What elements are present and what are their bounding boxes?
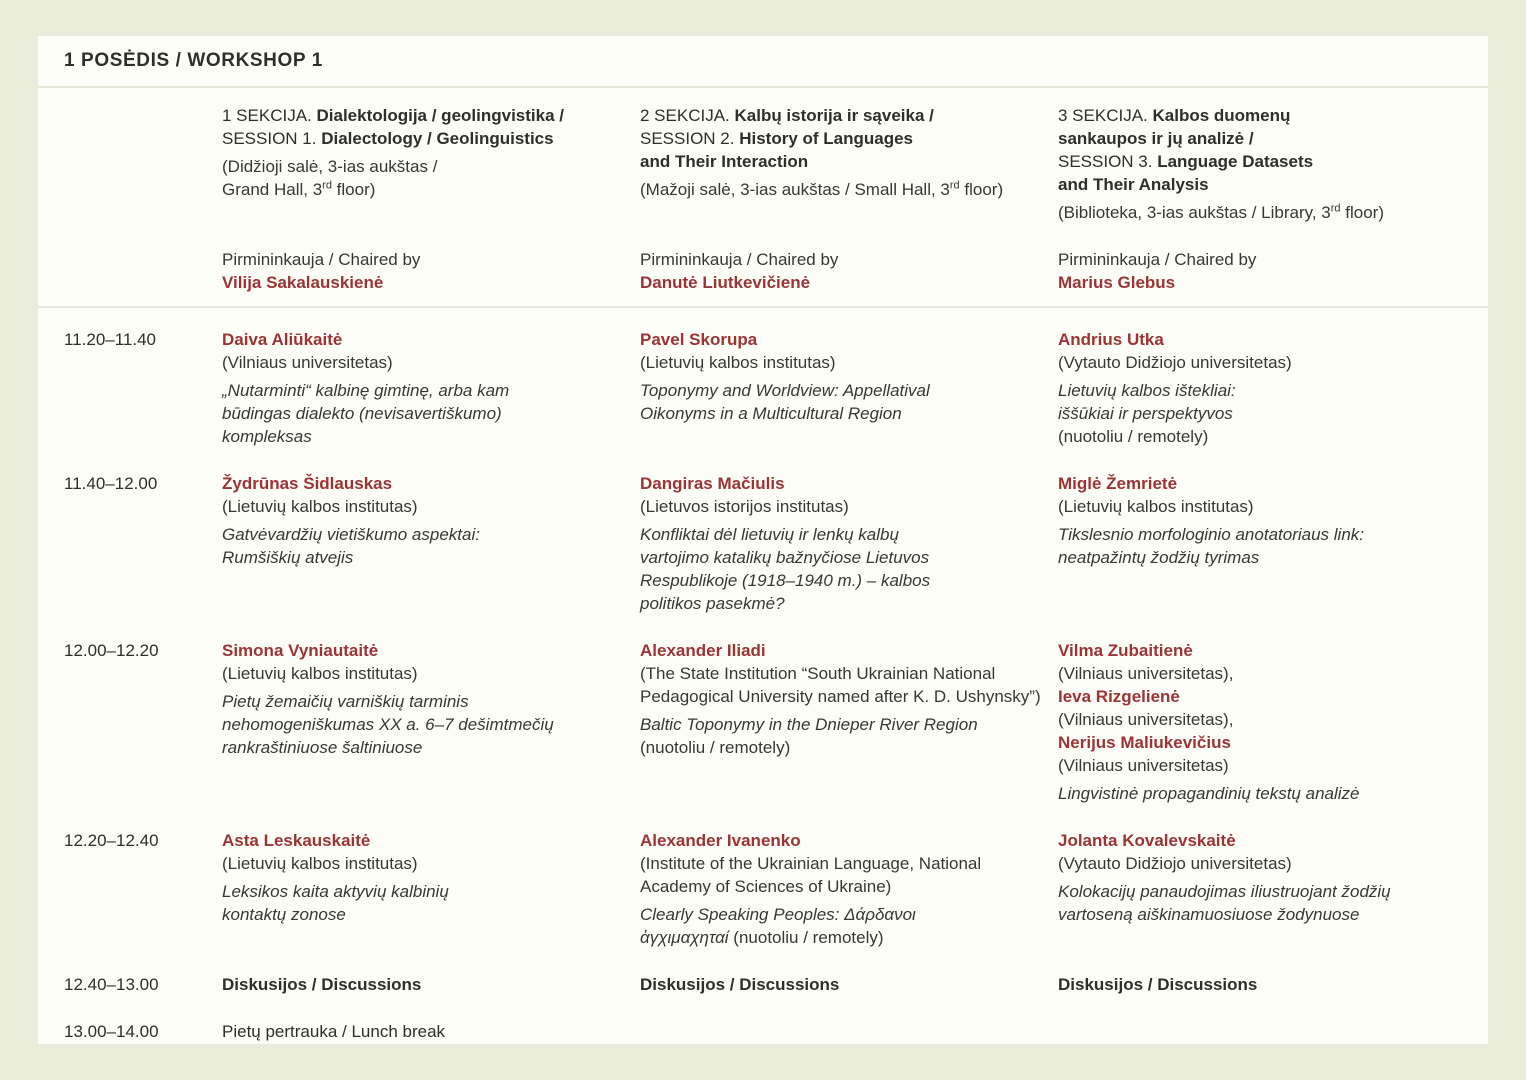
talk-cell (1058, 1020, 1460, 1043)
note: Diskusijos / Discussions (640, 975, 840, 994)
talk-title (222, 523, 624, 569)
text-segment: Toponymy and Worldview: Appellatival (640, 381, 930, 400)
chair-name: Danutė Liutkevičienė (640, 273, 811, 292)
text-segment: Tikslesnio morfologinio anotatoriaus link: (1058, 525, 1364, 544)
speaker-name: Simona Vyniautaitė (222, 641, 379, 660)
talk-title (222, 880, 624, 926)
text-segment: (Didžioji salė, 3-ias aukštas / (222, 157, 438, 176)
session-header-1 (222, 104, 624, 294)
text-segment: Kolokacijų panaudojimas iliustruojant žodžių (1058, 882, 1391, 901)
talk-title (1058, 379, 1460, 448)
talk-cell (1058, 639, 1460, 805)
text-segment: floor) (959, 180, 1004, 199)
speaker-name: Žydrūnas Šidlauskas (222, 474, 393, 493)
session-location (222, 155, 624, 201)
speaker-affiliation: (Lietuvių kalbos institutas) (222, 497, 418, 516)
chair-block (640, 230, 1042, 294)
talk-cell (640, 829, 1042, 949)
schedule-row (64, 472, 1460, 615)
talk-cell (1058, 472, 1460, 615)
speaker-name: Dangiras Mačiulis (640, 474, 785, 493)
text-segment: Lingvistinė propagandinių tekstų analizė (1058, 784, 1360, 803)
time-label: 12.40–13.00 (64, 975, 159, 994)
time-label: 13.00–14.00 (64, 1022, 159, 1041)
talk-cell (222, 829, 624, 949)
speaker-affiliation: (Lietuvos istorijos institutas) (640, 497, 849, 516)
schedule-row (64, 973, 1460, 996)
time-label: 12.20–12.40 (64, 831, 159, 850)
text-segment: kontaktų zonose (222, 905, 346, 924)
speaker-affiliation: (The State Institution “South Ukrainian National Pedagogical University named after K. D. Ushynsky”) (640, 664, 1041, 706)
speaker-affiliation: (Lietuvių kalbos institutas) (222, 664, 418, 683)
text-segment: Grand Hall, 3 (222, 180, 323, 199)
note: Pietų pertrauka / Lunch break (222, 1022, 446, 1041)
text-segment: 2 SEKCIJA. (640, 106, 735, 125)
text-segment: Pietų žemaičių varniškių tarminis (222, 692, 469, 711)
text-segment: rd (949, 179, 960, 192)
time-label: 12.00–12.20 (64, 641, 159, 660)
text-segment: (Mažoji salė, 3-ias aukštas / Small Hall, 3 (640, 180, 950, 199)
talk-title (1058, 523, 1460, 569)
time-label: 11.40–12.00 (64, 474, 158, 493)
talk-title (640, 903, 1042, 949)
text-segment: būdingas dialekto (nevisavertiškumo) (222, 404, 502, 423)
text-segment: ἀγχιμαχηταί (640, 928, 729, 947)
speaker-name: Asta Leskauskaitė (222, 831, 371, 850)
text-segment: and Their Interaction (640, 152, 809, 171)
speaker-name: Alexander Ivanenko (640, 831, 801, 850)
talk-title (1058, 782, 1460, 805)
text-segment: Dialectology / Geolinguistics (321, 129, 554, 148)
text-segment: Konfliktai dėl lietuvių ir lenkų kalbų (640, 525, 899, 544)
text-segment: floor) (1340, 203, 1384, 222)
text-segment: kompleksas (222, 427, 312, 446)
speaker-affiliation: (Vytauto Didžiojo universitetas) (1058, 353, 1292, 372)
text-segment: Oikonyms in a Multicultural Region (640, 404, 902, 423)
talk-cell (222, 973, 624, 996)
talk-title (640, 523, 1042, 615)
talk-cell (640, 328, 1042, 448)
workshop-header-band (38, 36, 1488, 88)
note: Diskusijos / Discussions (222, 975, 422, 994)
session-header-3 (1058, 104, 1460, 294)
text-segment: „Nutarminti“ kalbinę gimtinę, arba kam (222, 381, 510, 400)
talk-cell (640, 639, 1042, 805)
speaker-name: Ieva Rizgelienė (1058, 687, 1180, 706)
speaker-affiliation: (Institute of the Ukrainian Language, National Academy of Sciences of Ukraine) (640, 854, 982, 896)
session-location (640, 178, 1042, 201)
speaker-name: Nerijus Maliukevičius (1058, 733, 1231, 752)
talk-cell (222, 328, 624, 448)
speaker-affiliation: (Vilniaus universitetas) (1058, 756, 1229, 775)
speaker-name: Miglė Žemrietė (1058, 474, 1178, 493)
session-title (222, 104, 624, 150)
note: Diskusijos / Discussions (1058, 975, 1258, 994)
speaker-affiliation: (Lietuvių kalbos institutas) (640, 353, 836, 372)
session-header-2 (640, 104, 1042, 294)
text-segment: (nuotoliu / remotely) (1058, 427, 1209, 446)
page-title: 1 POSĖDIS / WORKSHOP 1 (64, 50, 323, 71)
text-segment: floor) (331, 180, 376, 199)
time-column-spacer (64, 104, 206, 294)
program-card (38, 36, 1488, 1044)
chair-block (222, 230, 624, 294)
talk-title (640, 713, 1042, 759)
chair-label: Pirmininkauja / Chaired by (222, 250, 421, 269)
text-segment: Kalbos duomenų (1152, 106, 1291, 125)
speaker-name: Alexander Iliadi (640, 641, 766, 660)
session-title (1058, 104, 1460, 196)
speaker-affiliation: (Vilniaus universitetas), (1058, 710, 1234, 729)
speaker-name: Andrius Utka (1058, 330, 1164, 349)
schedule-row (64, 639, 1460, 805)
text-segment: rd (322, 179, 332, 192)
schedule-rows (64, 308, 1460, 1043)
speaker-name: Jolanta Kovalevskaitė (1058, 831, 1236, 850)
talk-title (1058, 880, 1460, 926)
text-segment: 1 SEKCIJA. (222, 106, 317, 125)
schedule-row (64, 1020, 1460, 1043)
speaker-name: Daiva Aliūkaitė (222, 330, 343, 349)
chair-label: Pirmininkauja / Chaired by (640, 250, 839, 269)
talk-cell (1058, 829, 1460, 949)
text-segment: History of Languages (739, 129, 914, 148)
text-segment: 3 SEKCIJA. (1058, 106, 1153, 125)
speaker-affiliation: (Vilniaus universitetas) (222, 353, 393, 372)
text-segment: SESSION 2. (640, 129, 740, 148)
talk-title (640, 379, 1042, 425)
text-segment: Lietuvių kalbos ištekliai: (1058, 381, 1236, 400)
text-segment: Language Datasets (1157, 152, 1314, 171)
talk-cell (222, 1020, 624, 1043)
talk-cell (640, 973, 1042, 996)
talk-cell (1058, 328, 1460, 448)
text-segment: sankaupos ir jų analizė / (1058, 129, 1254, 148)
schedule-row (64, 829, 1460, 949)
chair-name: Marius Glebus (1058, 273, 1176, 292)
text-segment: and Their Analysis (1058, 175, 1209, 194)
text-segment: Clearly Speaking Peoples: Δάρδανοι (640, 905, 916, 924)
time-label: 11.20–11.40 (64, 330, 157, 349)
session-title (640, 104, 1042, 173)
text-segment: Dialektologija / geolingvistika / (316, 106, 564, 125)
talk-cell (222, 639, 624, 805)
text-segment: nehomogeniškumas XX a. 6–7 dešimtmečių (222, 715, 554, 734)
chair-label: Pirmininkauja / Chaired by (1058, 250, 1257, 269)
text-segment: neatpažintų žodžių tyrimas (1058, 548, 1260, 567)
speaker-affiliation: (Vytauto Didžiojo universitetas) (1058, 854, 1292, 873)
text-segment: (nuotoliu / remotely) (640, 738, 791, 757)
text-segment: Gatvėvardžių vietiškumo aspektai: (222, 525, 480, 544)
text-segment: rankraštiniuose šaltiniuose (222, 738, 423, 757)
session-header-row (64, 88, 1460, 306)
talk-cell (1058, 973, 1460, 996)
talk-cell (640, 472, 1042, 615)
text-segment: Baltic Toponymy in the Dnieper River Region (640, 715, 978, 734)
speaker-name: Pavel Skorupa (640, 330, 758, 349)
talk-title (222, 690, 624, 759)
speaker-name: Vilma Zubaitienė (1058, 641, 1193, 660)
schedule-row (64, 328, 1460, 448)
text-segment: (nuotoliu / remotely) (728, 928, 884, 947)
chair-name: Vilija Sakalauskienė (222, 273, 384, 292)
talk-title (222, 379, 624, 448)
speaker-affiliation: (Lietuvių kalbos institutas) (1058, 497, 1254, 516)
text-segment: Respublikoje (1918–1940 m.) – kalbos (640, 571, 931, 590)
chair-block (1058, 230, 1460, 294)
text-segment: iššūkiai ir perspektyvos (1058, 404, 1233, 423)
text-segment: vartoseną aiškinamuosiuose žodynuose (1058, 905, 1360, 924)
text-segment: (Biblioteka, 3-ias aukštas / Library, 3 (1058, 203, 1331, 222)
talk-cell (640, 1020, 1042, 1043)
text-segment: SESSION 1. (222, 129, 322, 148)
text-segment: politikos pasekmė? (640, 594, 785, 613)
speaker-affiliation: (Lietuvių kalbos institutas) (222, 854, 418, 873)
text-segment: Rumšiškių atvejis (222, 548, 354, 567)
session-location (1058, 201, 1460, 224)
speaker-affiliation: (Vilniaus universitetas), (1058, 664, 1234, 683)
text-segment: Leksikos kaita aktyvių kalbinių (222, 882, 449, 901)
text-segment: rd (1330, 202, 1341, 215)
text-segment: vartojimo katalikų bažnyčiose Lietuvos (640, 548, 930, 567)
text-segment: Kalbų istorija ir sąveika / (734, 106, 934, 125)
talk-cell (222, 472, 624, 615)
text-segment: SESSION 3. (1058, 152, 1158, 171)
